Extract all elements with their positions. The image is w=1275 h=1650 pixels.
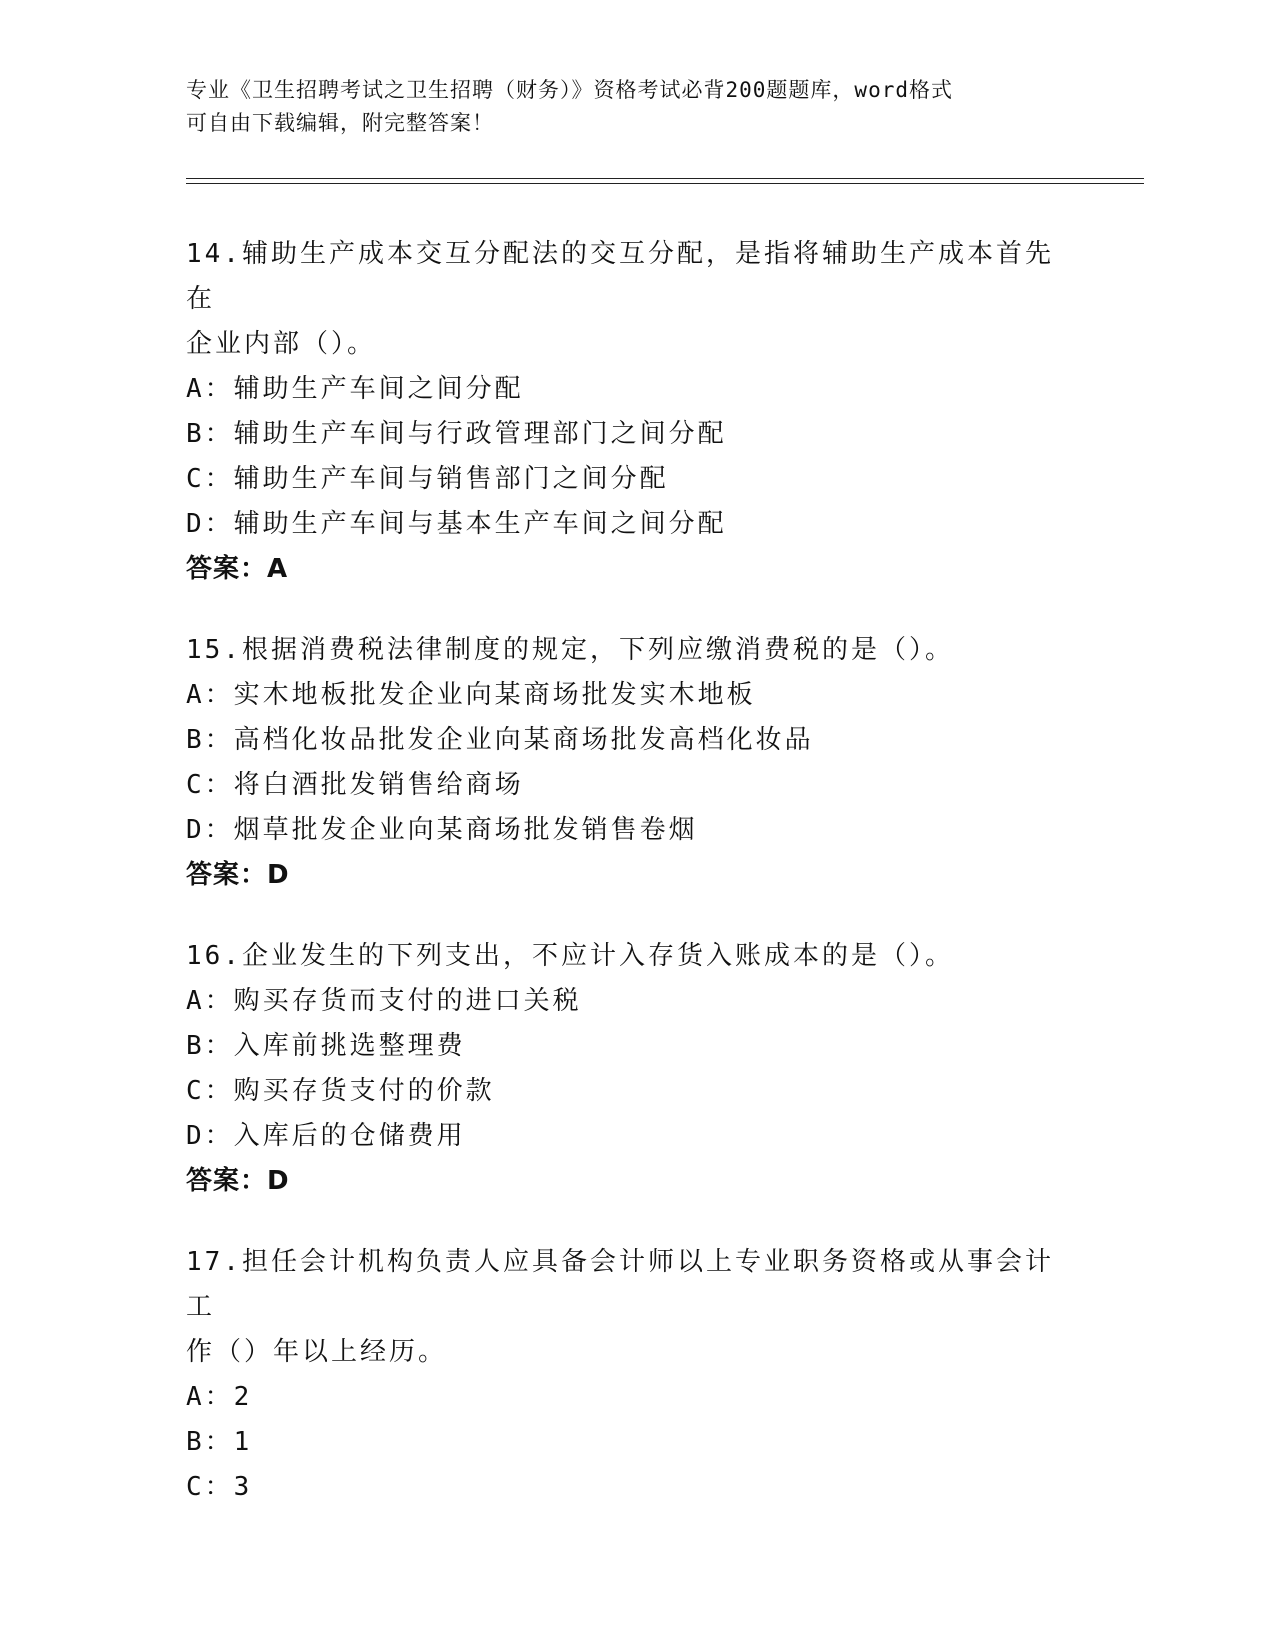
header-divider-top <box>186 178 1144 179</box>
question-stem-line: 17.担任会计机构负责人应具备会计师以上专业职务资格或从事会计工 <box>186 1247 1054 1322</box>
option-a: A：2 <box>186 1382 253 1412</box>
question-stem-line: 企业内部（）。 <box>186 329 377 359</box>
header-divider-bottom <box>186 183 1144 184</box>
question-stem-line: 15.根据消费税法律制度的规定，下列应缴消费税的是（）。 <box>186 635 954 665</box>
option-b: B：高档化妆品批发企业向某商场批发高档化妆品 <box>186 725 814 755</box>
option-c: C：将白酒批发销售给商场 <box>186 770 524 800</box>
option-d: D：烟草批发企业向某商场批发销售卷烟 <box>186 815 698 845</box>
question-list <box>186 232 1066 1546</box>
option-b: B：1 <box>186 1427 253 1457</box>
question-14 <box>186 232 1066 592</box>
option-c: C：辅助生产车间与销售部门之间分配 <box>186 464 669 494</box>
option-c: C：购买存货支付的价款 <box>186 1076 495 1106</box>
question-stem-line: 14.辅助生产成本交互分配法的交互分配，是指将辅助生产成本首先在 <box>186 239 1054 314</box>
question-stem-line: 16.企业发生的下列支出，不应计入存货入账成本的是（）。 <box>186 941 954 971</box>
header-line-2: 可自由下载编辑，附完整答案！ <box>186 111 494 135</box>
option-b: B：辅助生产车间与行政管理部门之间分配 <box>186 419 727 449</box>
question-stem-line: 作（）年以上经历。 <box>186 1337 448 1367</box>
answer-line: 答案：A <box>186 554 289 584</box>
header-line-1: 专业《卫生招聘考试之卫生招聘（财务）》资格考试必背200题题库，word格式 <box>186 78 953 102</box>
option-a: A：实木地板批发企业向某商场批发实木地板 <box>186 680 756 710</box>
option-d: D：辅助生产车间与基本生产车间之间分配 <box>186 509 727 539</box>
answer-line: 答案：D <box>186 860 290 890</box>
question-17 <box>186 1240 1066 1510</box>
question-stem <box>186 1240 1066 1375</box>
question-stem <box>186 232 1066 367</box>
answer-line: 答案：D <box>186 1166 290 1196</box>
option-b: B：入库前挑选整理费 <box>186 1031 466 1061</box>
option-a: A：辅助生产车间之间分配 <box>186 374 524 404</box>
question-stem <box>186 628 1066 673</box>
question-stem <box>186 934 1066 979</box>
option-c: C：3 <box>186 1472 253 1502</box>
question-16 <box>186 934 1066 1204</box>
document-header <box>186 74 1066 140</box>
option-a: A：购买存货而支付的进口关税 <box>186 986 582 1016</box>
question-15 <box>186 628 1066 898</box>
option-d: D：入库后的仓储费用 <box>186 1121 466 1151</box>
